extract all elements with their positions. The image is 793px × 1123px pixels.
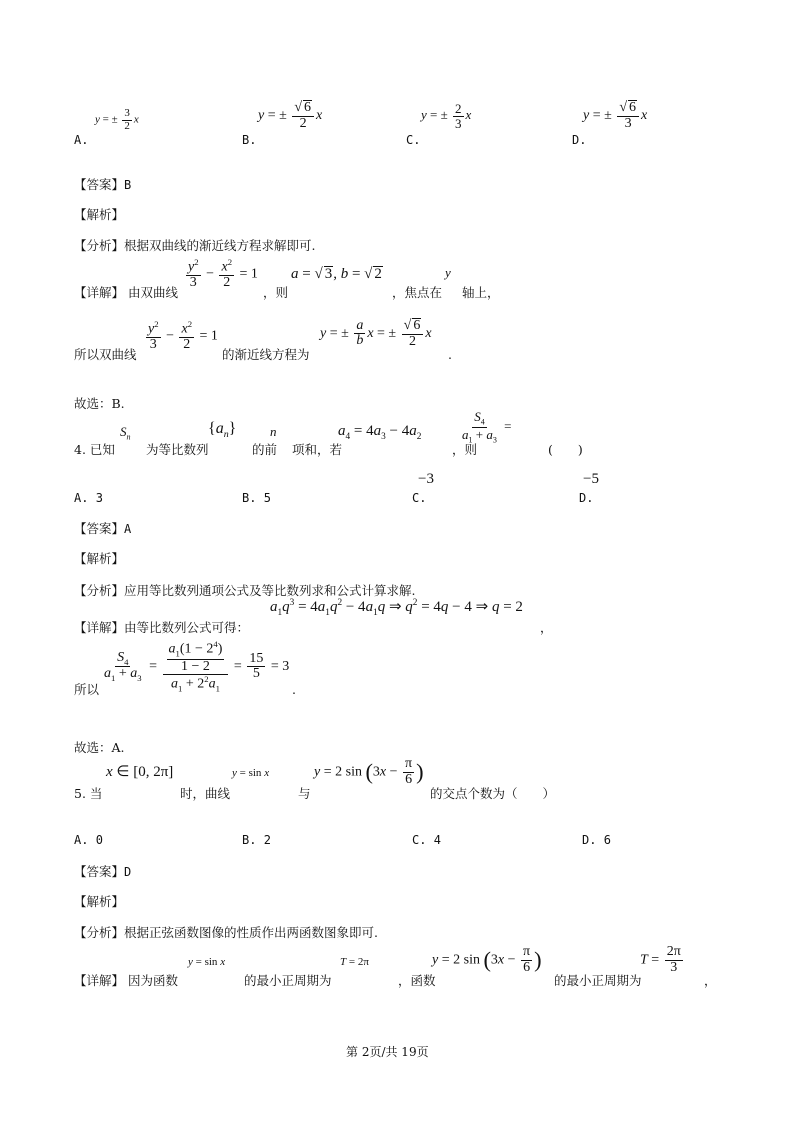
q4-text-4: ，则 bbox=[452, 442, 478, 457]
q4-paren: ( ) bbox=[548, 442, 583, 457]
q3-asymptote-eq: y = ± $\frac{a}{b}$ x = ± $\frac{√ 6}{2}$ x bbox=[320, 317, 432, 349]
option-value: 5 bbox=[263, 491, 271, 505]
fenxi-tag: 【分析】 bbox=[74, 238, 125, 253]
fenxi-tag: 【分析】 bbox=[74, 583, 125, 598]
q4-option-d-label: D. bbox=[579, 491, 594, 505]
q5-jiexi-tag: 【解析】 bbox=[74, 894, 125, 909]
q5-period-1: T = 2π bbox=[340, 956, 369, 968]
q5-option-a bbox=[74, 834, 103, 846]
q5-xj-text-5: ， bbox=[704, 973, 717, 988]
xiangjie-text: 由等比数列公式可得： bbox=[124, 620, 250, 635]
option-value: 4 bbox=[433, 833, 441, 847]
q3-xj-text-3: ，焦点在 bbox=[392, 285, 443, 300]
q3-line2-text-a: 所以双曲线 bbox=[74, 347, 137, 362]
q4-Sn: $S_n$ bbox=[120, 424, 131, 442]
option-label: A. bbox=[74, 491, 89, 505]
option-value: 0 bbox=[95, 833, 103, 847]
q4-derivation: $a_1q^3 = 4a_1q^2 - 4a_1q$ ⇒ $q^2 = 4q - 4$ ⇒ q = 2 bbox=[270, 598, 523, 618]
q5-xj-text-4: 的最小正周期为 bbox=[554, 973, 642, 988]
xiangjie-tag: 【详解】 bbox=[74, 620, 125, 635]
q4-option-b bbox=[242, 492, 271, 504]
q3-xiangjie-tag: 【详解】 bbox=[74, 285, 125, 300]
q4-option-a bbox=[74, 492, 103, 504]
q5-xiangjie-tag: 【详解】 bbox=[74, 973, 125, 988]
q3-option-b-label: B. bbox=[242, 133, 257, 147]
q4-condition: $a_4 = 4a_3 - 4a_2$ bbox=[338, 423, 422, 442]
option-label: B. bbox=[242, 491, 257, 505]
q4-suoyi: 所以 bbox=[74, 682, 100, 697]
q4-an: $\{a_n\}$ bbox=[208, 420, 237, 441]
q5-option-d bbox=[582, 834, 611, 846]
q4-fenxi bbox=[74, 585, 416, 598]
q3-xj-text-4: 轴上， bbox=[462, 285, 500, 300]
q3-line2-period: . bbox=[448, 347, 452, 362]
q3-jiexi-tag: 【解析】 bbox=[74, 207, 125, 222]
q5-text-1: 时，曲线 bbox=[180, 786, 231, 801]
option-value: 2 bbox=[263, 833, 271, 847]
q4-answer bbox=[74, 523, 131, 536]
q5-xj-text-3: ，函数 bbox=[398, 973, 436, 988]
q4-n: n bbox=[270, 424, 277, 439]
q5-option-b bbox=[242, 834, 271, 846]
q4-ratio: $\frac{S_4}{a_1 + a_3}$ = bbox=[462, 409, 512, 445]
q4-xiangjie bbox=[74, 622, 249, 635]
q4-text-3: 项和，若 bbox=[292, 442, 343, 457]
fenxi-text: 应用等比数列通项公式及等比数列求和公式计算求解. bbox=[124, 583, 416, 598]
option-label: D. bbox=[582, 833, 597, 847]
q5-fenxi bbox=[74, 927, 378, 940]
fenxi-text: 根据正弦函数图像的性质作出两函数图象即可. bbox=[124, 925, 378, 940]
q5-domain: x ∈ [0, 2π] bbox=[106, 764, 174, 780]
q3-hyperbola-eq: $\frac{y^2}{3}$ − $\frac{x^2}{2}$ = 1 bbox=[188, 257, 258, 291]
q4-num: 4. 已知 bbox=[74, 442, 115, 457]
q5-num: 5. 当 bbox=[74, 786, 103, 801]
q4-text-2: 的前 bbox=[252, 442, 278, 457]
q3-answer bbox=[74, 179, 131, 192]
q4-text-1: 为等比数列 bbox=[146, 442, 209, 457]
fenxi-text: 根据双曲线的渐近线方程求解即可. bbox=[124, 238, 316, 253]
q3-xj-text-1: 由双曲线 bbox=[128, 285, 179, 300]
q4-result-eq: $\frac{S_4}{a_1 + a_3}$ = $\frac{\frac{a_1(1 - 2^4)}{1 - 2}}{a_1 + 2^2a_1}$ = $\frac{15}{5}$ = 3 bbox=[104, 639, 290, 694]
q5-func-2: y = 2 sin (3x − $\frac{\pi}{6}$ ) bbox=[432, 944, 542, 975]
q3-hyperbola-eq-2: $\frac{y^2}{3}$ − $\frac{x^2}{2}$ = 1 bbox=[148, 319, 218, 353]
q5-text-2: 与 bbox=[298, 786, 311, 801]
q3-option-c-label: C. bbox=[406, 133, 421, 147]
q5-func-1: y = sin x bbox=[188, 956, 226, 968]
q3-option-a-expr: y = ± $\frac{3}{2}$ x bbox=[95, 107, 139, 132]
q3-xj-text-2: ，则 bbox=[263, 285, 289, 300]
q4-jiexi-tag: 【解析】 bbox=[74, 551, 125, 566]
q5-option-c bbox=[412, 834, 441, 846]
q3-option-d-label: D. bbox=[572, 133, 587, 147]
q5-text-3: 的交点个数为（ ） bbox=[430, 786, 556, 801]
q5-curve-1: y = sin x bbox=[232, 767, 270, 779]
q4-option-c-label: C. bbox=[412, 491, 427, 505]
q5-period-2: T = $\frac{2\pi}{3}$ bbox=[640, 944, 681, 975]
q3-axis-y: y bbox=[445, 265, 451, 280]
answer-tag: 【答案】 bbox=[74, 521, 125, 536]
q3-ab-values: a = √ 3, b = √ 2 bbox=[291, 266, 382, 282]
option-value: 6 bbox=[603, 833, 611, 847]
option-value: 3 bbox=[95, 491, 103, 505]
q3-option-a-label: A. bbox=[74, 133, 89, 147]
q3-option-b-expr: y = ± $\frac{√ 6}{2}$ x bbox=[258, 100, 323, 131]
q5-answer bbox=[74, 866, 131, 879]
q4-period: . bbox=[292, 682, 296, 697]
q5-xj-text-1: 因为函数 bbox=[128, 973, 179, 988]
option-label: C. bbox=[412, 833, 427, 847]
q3-guxuan: 故选：B. bbox=[74, 396, 125, 411]
answer-tag: 【答案】 bbox=[74, 177, 125, 192]
answer-value: A bbox=[124, 522, 132, 536]
q4-comma: ， bbox=[540, 620, 553, 635]
option-label: A. bbox=[74, 833, 89, 847]
fenxi-tag: 【分析】 bbox=[74, 925, 125, 940]
answer-tag: 【答案】 bbox=[74, 864, 125, 879]
q4-option-d-value: −5 bbox=[583, 471, 599, 487]
q4-option-c-value: −3 bbox=[418, 471, 434, 487]
option-label: B. bbox=[242, 833, 257, 847]
q3-option-d-expr: y = ± $\frac{√ 6}{3}$ x bbox=[583, 100, 648, 131]
answer-value: B bbox=[124, 178, 132, 192]
page-footer: 第 2页/共 19页 bbox=[346, 1045, 429, 1059]
q5-curve-2: y = 2 sin (3x − $\frac{\pi}{6}$ ) bbox=[314, 756, 424, 787]
q3-option-c-expr: y = ± $\frac{2}{3}$ x bbox=[421, 101, 472, 131]
answer-value: D bbox=[124, 865, 132, 879]
q3-fenxi bbox=[74, 240, 316, 253]
q5-xj-text-2: 的最小正周期为 bbox=[244, 973, 332, 988]
q3-line2-text-b: 的渐近线方程为 bbox=[222, 347, 310, 362]
q4-guxuan: 故选：A. bbox=[74, 740, 125, 755]
